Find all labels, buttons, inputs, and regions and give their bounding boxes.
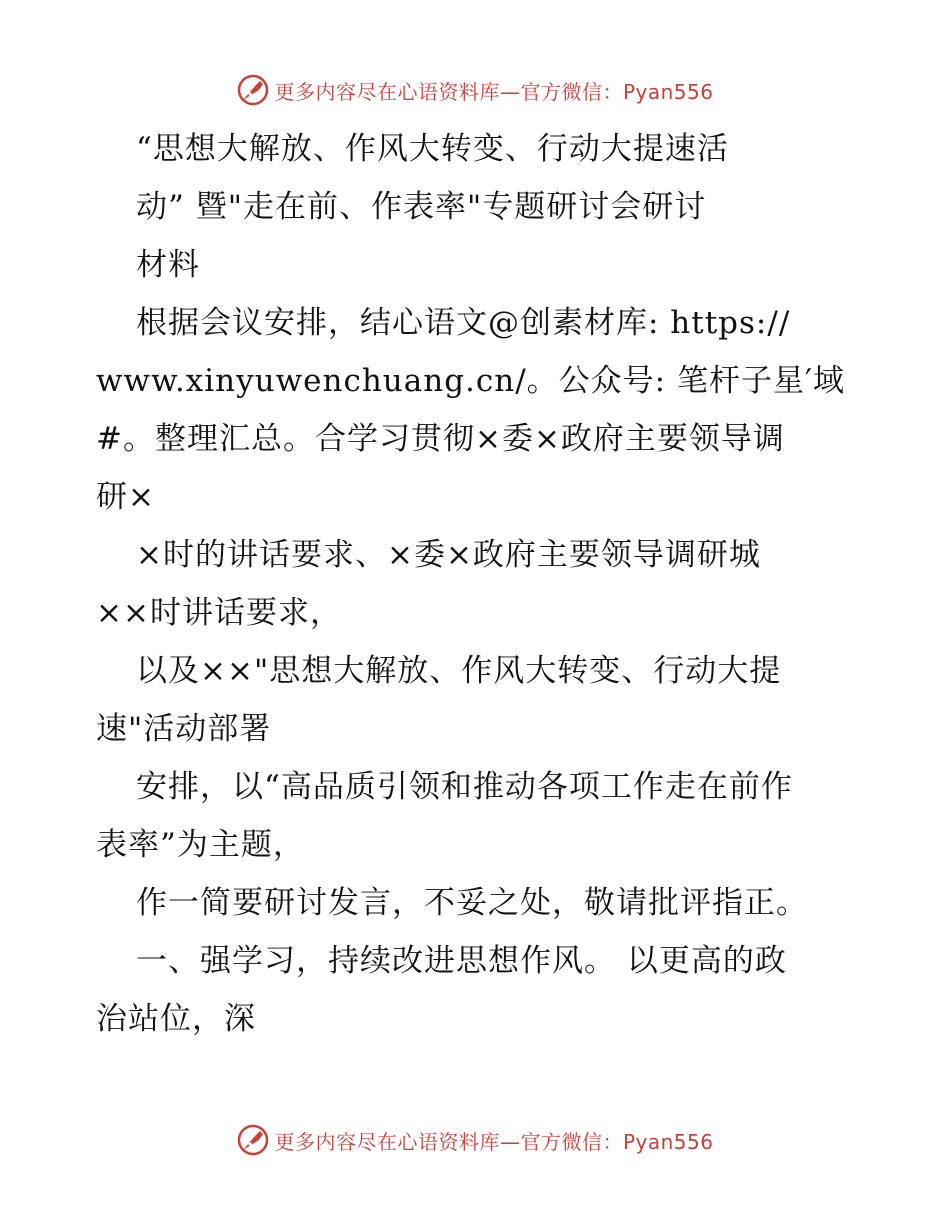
document-body — [96, 120, 846, 1048]
paragraph-line: 速"活动部署 — [96, 711, 272, 747]
header-banner — [0, 70, 950, 110]
pen-nib-seal-icon — [236, 73, 270, 107]
paragraph-line: 一、强学习，持续改进思想作风。 以更高的政 — [136, 943, 787, 979]
paragraph-line: ×时的讲话要求、×委×政府主要领导调研城 — [136, 537, 761, 573]
paragraph-line: 以及××"思想大解放、作风大转变、行动大提 — [136, 653, 782, 689]
title-line: “思想大解放、作风大转变、行动大提速活 — [136, 131, 729, 167]
footer-banner — [0, 1120, 950, 1160]
paragraph-line: 研× — [96, 479, 155, 515]
paragraph-line: 表率”为主题， — [96, 827, 305, 863]
title-line: 动” 暨"走在前、作表率"专题研讨会研讨 — [136, 189, 707, 225]
pen-nib-seal-icon — [236, 1123, 270, 1157]
header-banner-text: 更多内容尽在心语资料库—官方微信：Pyan556 — [274, 79, 714, 104]
title-line: 材料 — [136, 247, 200, 283]
paragraph-line: www.xinyuwenchuang.cn/。公众号: 笔杆子星′域 — [96, 363, 846, 399]
paragraph-line: 根据会议安排，结心语文@创素材库: https:// — [136, 305, 791, 341]
paragraph-line: ××时讲话要求， — [96, 595, 342, 631]
paragraph-line: 作一简要研讨发言，不妥之处，敬请批评指正。 — [136, 885, 808, 921]
paragraph-line: #。整理汇总。合学习贯彻×委×政府主要领导调 — [96, 421, 785, 457]
paragraph-line: 治站位，深 — [96, 1001, 256, 1037]
paragraph-line: 安排，以“高品质引领和推动各项工作走在前作 — [136, 769, 793, 805]
footer-banner-text: 更多内容尽在心语资料库—官方微信：Pyan556 — [274, 1129, 714, 1154]
